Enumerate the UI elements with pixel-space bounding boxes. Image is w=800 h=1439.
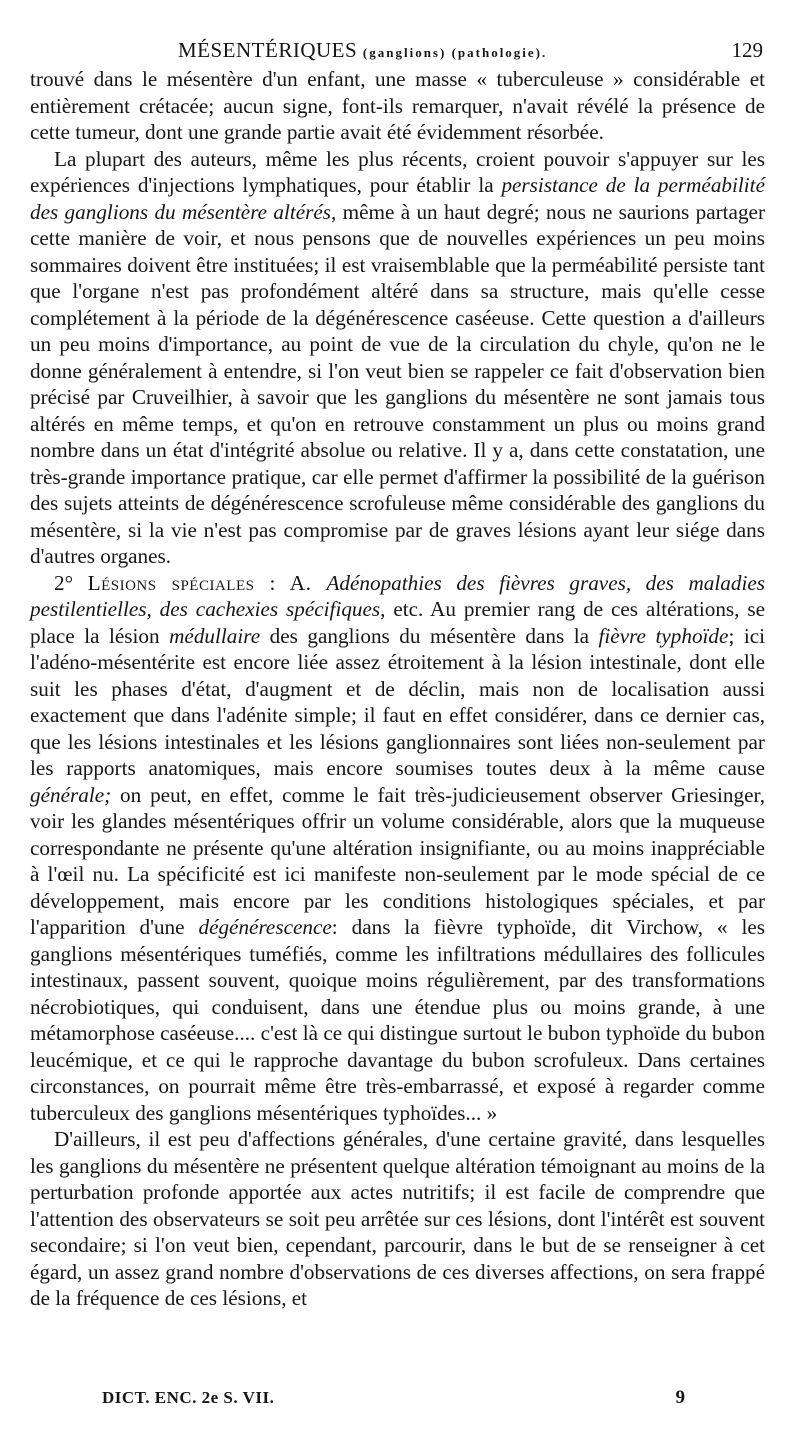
header-title	[178, 36, 547, 67]
paragraph-3-emphasis-degenerescence: dégénérescence	[198, 915, 332, 939]
paragraph-1: trouvé dans le mésentère d'un enfant, une masse « tuberculeuse » considérable et entièrement crétacée; aucun signe, font-ils remarquer, n'avait révélé la présence de cette tumeur, dont une grande partie avait été évidemment résorbée.	[30, 67, 765, 144]
header-title-main: MÉSENTÉRIQUES	[178, 38, 358, 62]
paragraph-3	[30, 570, 765, 1127]
paragraph-3-text-3: ; ici l'adéno-mésentérite est encore liée assez étroitement à la lésion intestinale, dont elle suit les phases d'état, d'augment et de déclin, mais non de localisation aussi exactement que dans l'adénite simple; il faut en effet considérer, dans ce dernier cas, que les lésions intestinales et les lésions ganglionnaires sont liées non-seulement par les rapports anatomiques, mais encore soumises toutes deux à la même cause	[30, 623, 766, 780]
paragraph-3-emphasis-generale: générale;	[30, 782, 112, 807]
paragraph-2-text-c: , même à un haut degré; nous ne saurions partager cette manière de voir, et nous pensons que de nouvelles expériences un peu moins sommaires doivent être instituées; il est vraisemblable que la perméabilité persiste tant que l'organe n'est pas profondément altéré dans sa structure, mais qu'elle cesse complétement à la période de la dégénérescence caséeuse. Cette question a d'ailleurs un peu moins d'importance, au point de vue de la circulation du chyle, qu'on ne le donne généralement à entendre, si l'on veut bien se rappeler ce fait d'observation bien précisé par Cruveilhier, à savoir que les ganglions du mésentère ne sont jamais tous altérés en même temps, et qu'on en retrouve constamment un plus ou moins grand nombre dans un état d'intégrité absolue ou relative. Il y a, dans cette constatation, une très-grande importance pratique, car elle permet d'affirmer la possibilité de la guérison des sujets atteints de dégénérescence scrofuleuse même considérable des ganglions du mésentère, si la vie n'est pas compromise par de graves lésions ayant leur siége dans d'autres organes.	[30, 199, 765, 568]
paragraph-3-emphasis-typhoide: fièvre typhoïde	[598, 623, 729, 648]
paragraph-3-text-4: on peut, en effet, comme le fait très-judicieusement observer Griesinger, voir les glandes mésentériques offrir un volume considérable, alors que la muqueuse correspondante ne présente qu'une altération insignifiante, ou au moins inappréciable à l'œil nu. La spécificité est ici manifeste non-seulement par le mode spécial de ce développement, mais encore par les conditions histologiques spéciales, et par l'apparition d'une	[30, 782, 765, 939]
page-body	[30, 66, 765, 1312]
section-heading: Lésions spéciales : A.	[87, 570, 327, 595]
header-subtitle: (ganglions) (pathologie).	[362, 45, 548, 60]
footer-signature: DICT. ENC. 2e S. VII.	[102, 1388, 275, 1407]
section-subject: Adénopathies des fièvres graves, des maladies pestilentielles, des cachexies spécifiques	[30, 570, 765, 621]
running-header	[30, 36, 765, 64]
sheet-number: 9	[675, 1387, 685, 1408]
paragraph-4: D'ailleurs, il est peu d'affections générales, d'une certaine gravité, dans lesquelles les ganglions du mésentère ne présentent quelque altération témoignant au moins de la perturbation profonde apportée aux actes nutritifs; il est facile de comprendre que l'attention des observateurs se soit peu arrêtée sur ces lésions, dont l'intérêt est souvent secondaire; si l'on veut bien, cependant, parcourir, dans le but de se renseigner à cet égard, un assez grand nombre d'observations de ces diverses affections, on sera frappé de la fréquence de ces lésions, et	[30, 1127, 765, 1310]
paragraph-3-text-2: des ganglions du mésentère dans la	[260, 623, 599, 648]
paragraph-3-emphasis-medullaire: médullaire	[169, 623, 261, 648]
page-number: 129	[731, 38, 763, 62]
paragraph-2	[30, 146, 765, 570]
paragraph-3-text-5: : dans la fièvre typhoïde, dit Virchow, « les ganglions mésentériques tuméfiés, comme les infiltrations médullaires des follicules intestinaux, passent souvent, quoique moins régulièrement, par des transformations nécrobiotiques, qui conduisent, dans une étendue plus ou moins grande, à une métamorphose caséeuse.... c'est là ce qui distingue surtout le bubon typhoïde du bubon leucémique, et ce qui le rapproche davantage du bubon scrofuleux. Dans certaines circonstances, on pourrait même être très-embarrassé, et exposé à regarder comme tuberculeux des ganglions mésentériques typhoïdes... »	[30, 915, 765, 1125]
paragraph-2-emphasis: persistance de la perméabilité des ganglions du mésentère altérés	[30, 173, 765, 224]
paragraph-3-text-1: , etc. Au premier rang de ces altérations, se place la lésion	[30, 597, 765, 648]
page-footer	[30, 1385, 765, 1411]
section-number: 2°	[54, 570, 88, 595]
paragraph-2-text-a: La plupart des auteurs, même les plus récents, croient pouvoir s'appuyer sur les expériences d'injections lymphatiques, pour établir la	[30, 146, 765, 197]
